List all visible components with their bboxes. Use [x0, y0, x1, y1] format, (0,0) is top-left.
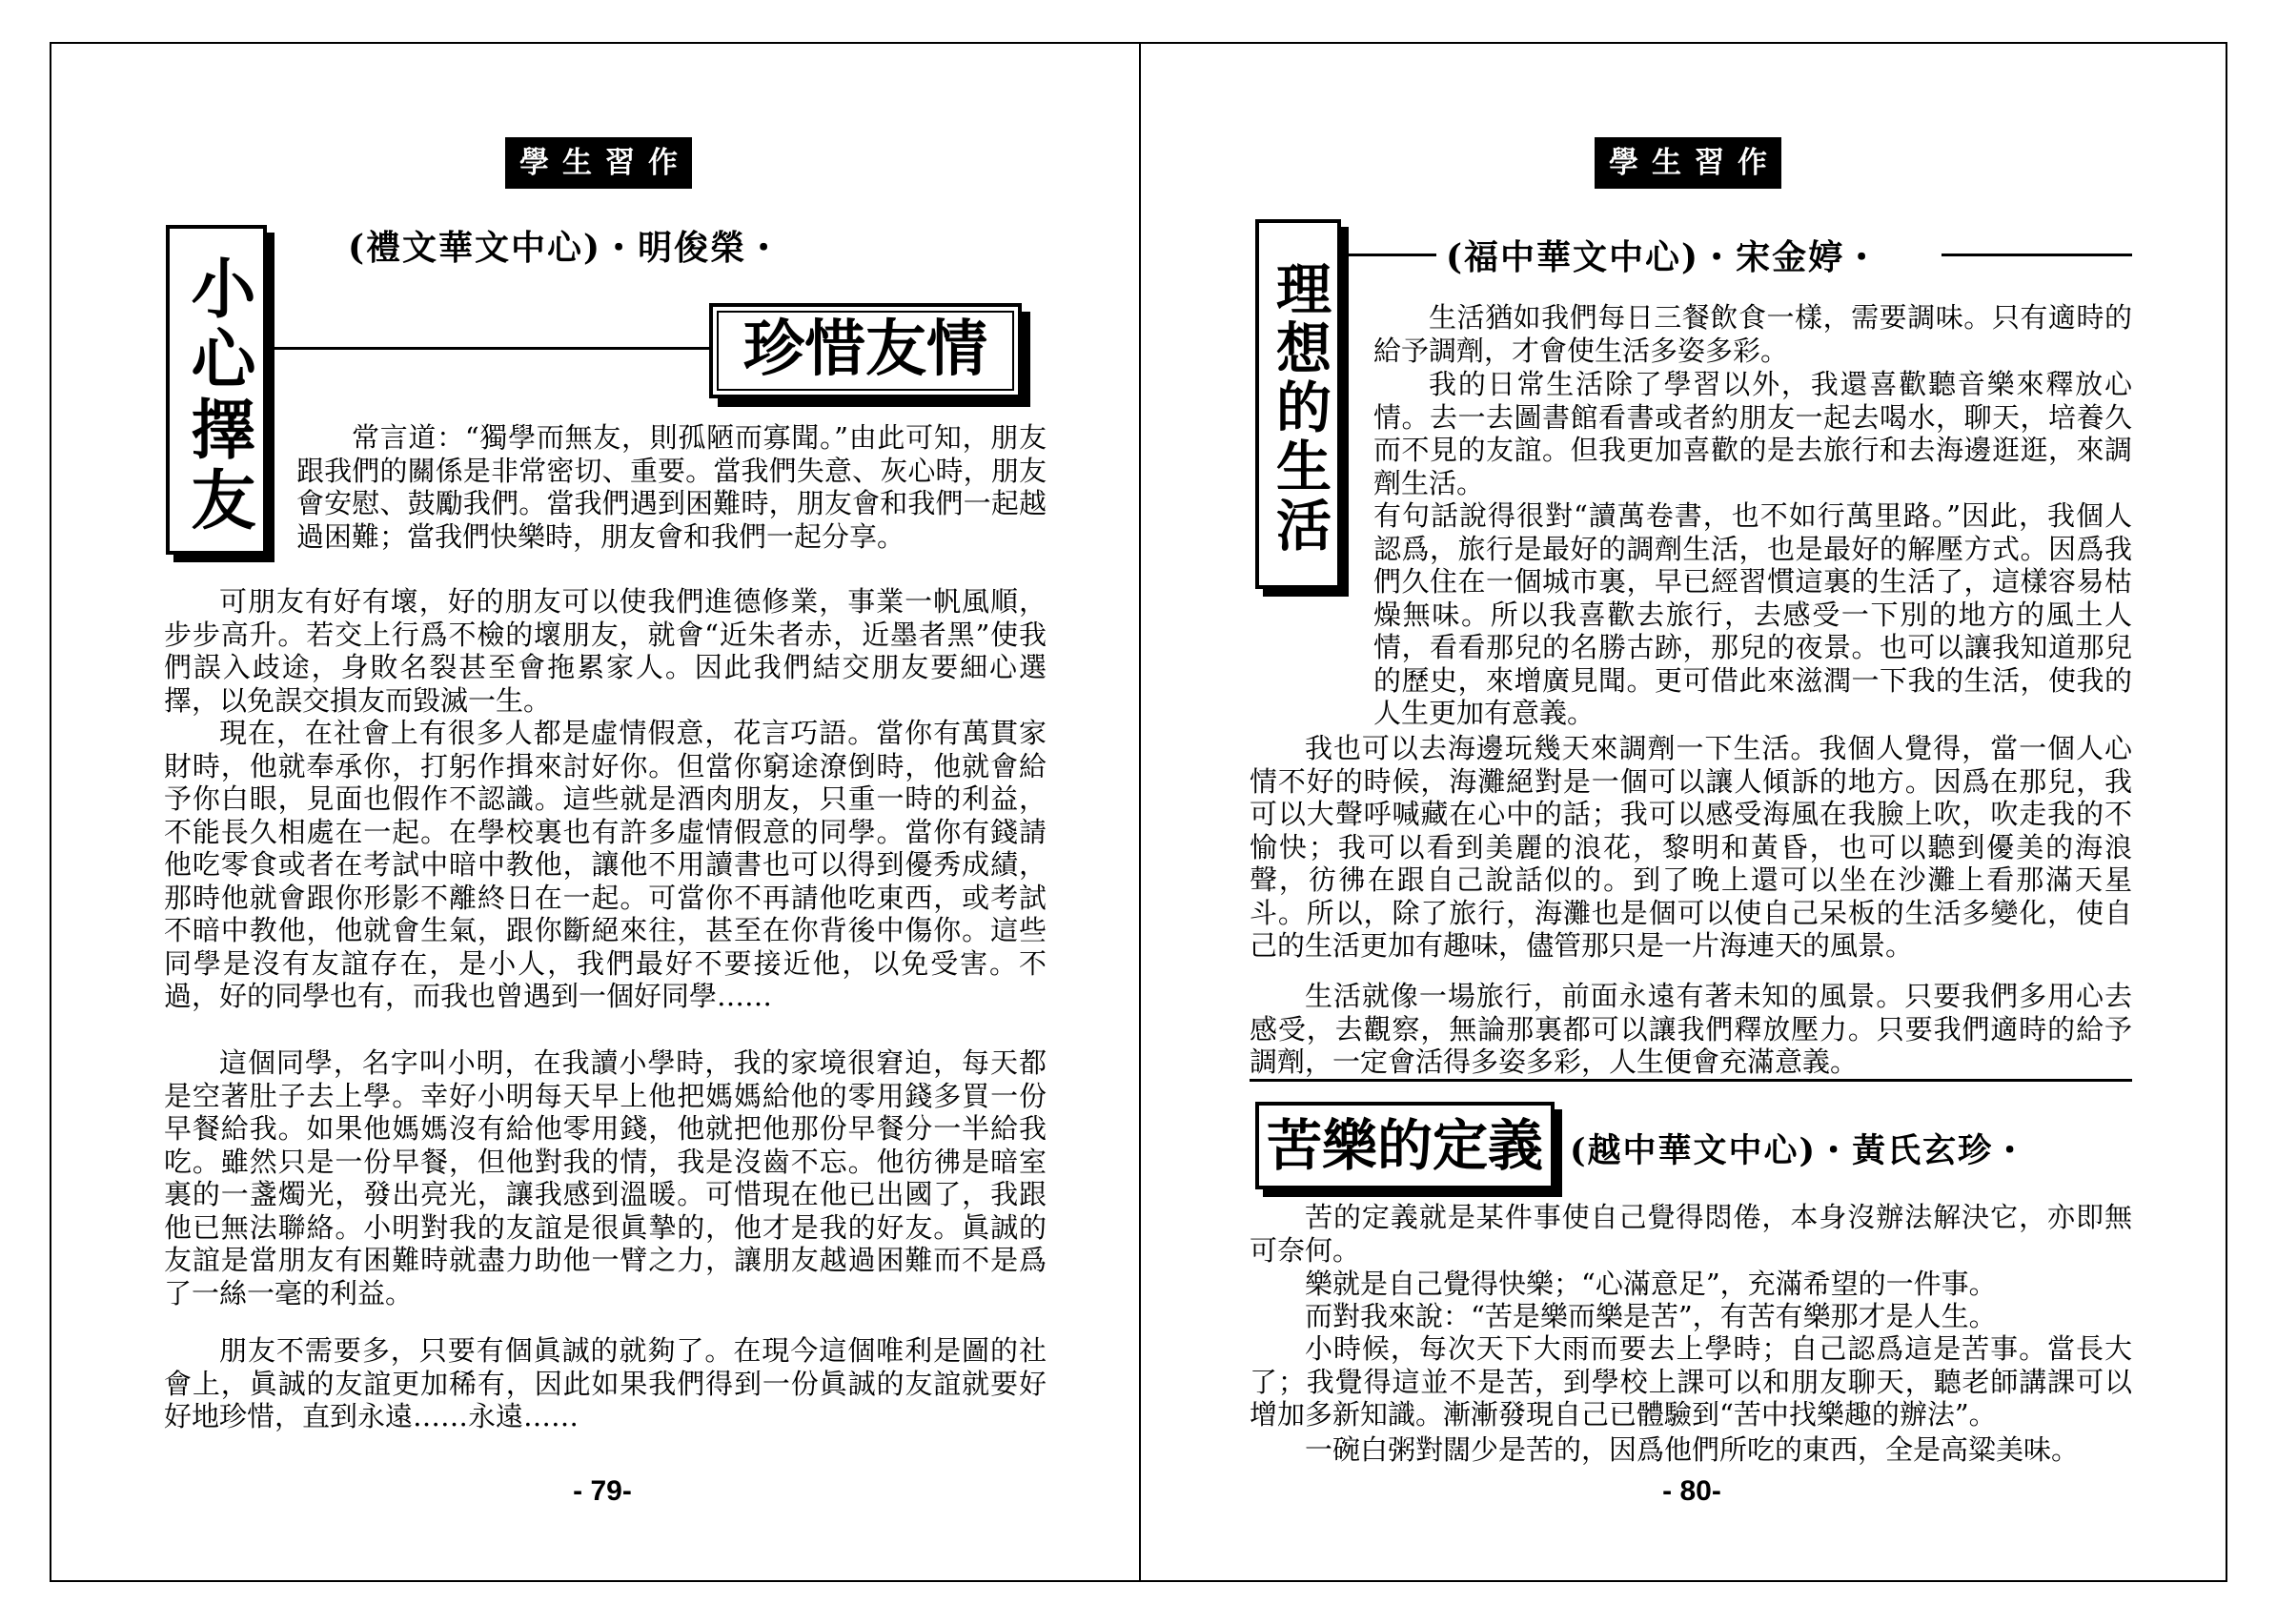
paragraph-1: 生活猶如我們每日三餐飲食一樣，需要調味。只有適時的給予調劑，才會使生活多姿多彩。 — [1373, 301, 2132, 367]
second-article-title: 苦樂的定義 — [1255, 1102, 1555, 1189]
article-title-vertical: 理想的生活 — [1255, 219, 1341, 589]
paragraph-3: 有句話說得很對“讀萬卷書，也不如行萬里路。”因此，我個人認爲，旅行是最好的調劑生活，也是最好的解壓方式。因爲我們久住在一個城市裏，早已經習慣這裏的生活了，這樣容易枯燥無味。所以我喜歡去旅行，去感受一下別的地方的風土人情，看看那兒的名勝古跡，那兒的夜景。也可以讓我知道那兒的歷史，來增廣見聞。更可借此來滋潤一下我的生活，使我的人生更加有意義。 — [1373, 499, 2132, 729]
section-label: 學生習作 — [505, 137, 692, 189]
book-spread — [50, 42, 2227, 1582]
article-byline: (福中華文中心)・宋金婷・ — [1446, 237, 1881, 277]
section-label: 學生習作 — [1595, 137, 1781, 189]
article-title-horizontal: 珍惜友情 — [709, 303, 1022, 398]
paragraph-4: 我也可以去海邊玩幾天來調劑一下生活。我個人覺得，當一個人心情不好的時候，海灘絕對是一個可以讓人傾訴的地方。因爲在那兒，我可以大聲呼喊藏在心中的話；我可以感受海風在我臉上吹，吹走我的不愉快；我可以看到美麗的浪花，黎明和黃昏，也可以聽到優美的海浪聲，彷彿在跟自己說話似的。到了晚上還可以坐在沙灘上看那滿天星斗。所以，除了旅行，海灘也是個可以使自己呆板的生活多變化，使自己的生活更加有趣味，儘管那只是一片海連天的風景。 — [1250, 732, 2132, 962]
paragraph-1: 常言道：“獨學而無友，則孤陋而寡聞。”由此可知，朋友跟我們的關係是非常密切、重要。當我們失意、灰心時，朋友會安慰、鼓勵我們。當我們遇到困難時，朋友會和我們一起越過困難；當我們快樂時，朋友會和我們一起分享。 — [296, 421, 1047, 553]
paragraph-3: 現在，在社會上有很多人都是虛情假意，花言巧語。當你有萬貫家財時，他就奉承你，打躬作揖來討好你。但當你窮途潦倒時，他就會給予你白眼，見面也假作不認識。這些就是酒肉朋友，只重一時的利益，不能長久相處在一起。在學校裏也有許多虛情假意的同學。當你有錢請他吃零食或者在考試中暗中教他，讓他不用讀書也可以得到優秀成績，那時他就會跟你形影不離終日在一起。可當你不再請他吃東西，或考試不暗中教他，他就會生氣，跟你斷絕來往，甚至在你背後中傷你。這些同學是沒有友誼存在，是小人，我們最好不要接近他，以免受害。不過，好的同學也有，而我也曾遇到一個好同學…… — [164, 717, 1047, 1012]
article-separator — [1250, 1079, 2132, 1082]
left-page — [51, 44, 1139, 1580]
paragraph-2: 我的日常生活除了學習以外，我還喜歡聽音樂來釋放心情。去一去圖書館看書或者約朋友一起去喝水，聊天，培養久而不見的友誼。但我更加喜歡的是去旅行和去海邊逛逛，來調劑生活。 — [1373, 368, 2132, 499]
paragraph-5: 朋友不需要多，只要有個眞誠的就夠了。在現今這個唯利是圖的社會上，眞誠的友誼更加稀有，因此如果我們得到一份眞誠的友誼就要好好地珍惜，直到永遠……永遠…… — [164, 1334, 1047, 1432]
right-page — [1141, 44, 2227, 1580]
page-number: - 79- — [573, 1475, 632, 1507]
second-paragraph-4: 小時候，每次天下大雨而要去上學時；自己認爲這是苦事。當長大了；我覺得這並不是苦，到學校上課可以和朋友聊天，聽老師講課可以增加多新知識。漸漸發現自己已體驗到“苦中找樂趣的辦法”。 — [1250, 1332, 2132, 1431]
paragraph-4: 這個同學，名字叫小明，在我讀小學時，我的家境很窘迫，每天都是空著肚子去上學。幸好小明每天早上他把媽媽給他的零用錢多買一份早餐給我。如果他媽媽沒有給他零用錢，他就把他那份早餐分一半給我吃。雖然只是一份早餐，但他對我的情，我是沒齒不忘。他彷彿是暗室裏的一盞燭光，發出亮光，讓我感到溫暖。可惜現在他已出國了，我跟他已無法聯絡。小明對我的友誼是很眞摯的，他才是我的好友。眞誠的友誼是當朋友有困難時就盡力助他一臂之力，讓朋友越過困難而不是爲了一絲一毫的利益。 — [164, 1046, 1047, 1309]
byline-rule-left — [1347, 254, 1436, 256]
page-number: - 80- — [1662, 1475, 1721, 1507]
second-paragraph-1: 苦的定義就是某件事使自己覺得悶倦，本身沒辦法解決它，亦即無可奈何。 — [1250, 1201, 2132, 1267]
paragraph-2: 可朋友有好有壞，好的朋友可以使我們進德修業，事業一帆風順，步步高升。若交上行爲不檢的壞朋友，就會“近朱者赤，近墨者黑”使我們誤入歧途，身敗名裂甚至會拖累家人。因此我們結交朋友要細心選擇，以免誤交損友而毀滅一生。 — [164, 585, 1047, 717]
paragraph-5: 生活就像一場旅行，前面永遠有著未知的風景。只要我們多用心去感受，去觀察，無論那裏都可以讓我們釋放壓力。只要我們適時的給予調劑，一定會活得多姿多彩，人生便會充滿意義。 — [1250, 980, 2132, 1078]
second-paragraph-2: 樂就是自己覺得快樂；“心滿意足”，充滿希望的一件事。 — [1305, 1268, 1997, 1300]
article-byline: (禮文華文中心)・明俊榮・ — [348, 228, 783, 268]
byline-rule-right — [1942, 254, 2132, 256]
second-paragraph-5: 一碗白粥對闊少是苦的，因爲他們所吃的東西，全是高粱美味。 — [1305, 1433, 2080, 1466]
second-article-byline: (越中華文中心)・黃氏玄珍・ — [1570, 1131, 2029, 1170]
title-connector-line — [271, 347, 761, 350]
second-paragraph-3: 而對我來說：“苦是樂而樂是苦”，有苦有樂那才是人生。 — [1305, 1300, 1997, 1332]
article-title-vertical: 小心擇友 — [166, 225, 267, 555]
